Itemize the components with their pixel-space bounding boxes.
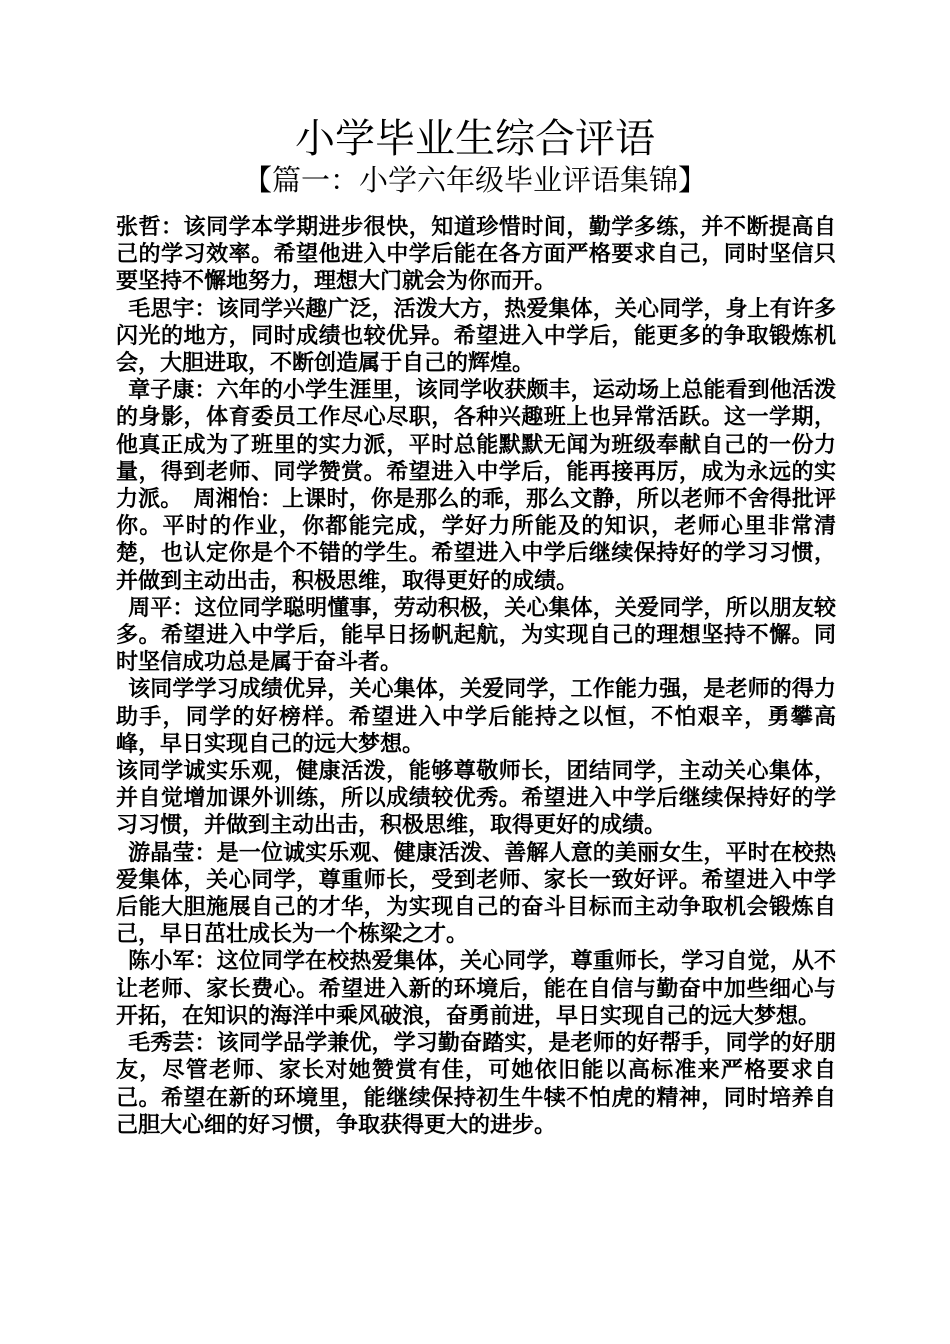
document-body [116, 214, 836, 1139]
paragraph-zhou-ping: 周平：这位同学聪明懂事，劳动积极，关心集体，关爱同学，所以朋友较多。希望进入中学后，能早日扬帆起航，为实现自己的理想坚持不懈。同时坚信成功总是属于奋斗者。 [116, 595, 836, 676]
paragraph-mao-siyu: 毛思宇：该同学兴趣广泛，活泼大方，热爱集体，关心同学，身上有许多闪光的地方，同时成绩也较优异。希望进入中学后，能更多的争取锻炼机会，大胆进取，不断创造属于自己的辉煌。 [116, 296, 836, 377]
paragraph-mao-xiuyun: 毛秀芸：该同学品学兼优，学习勤奋踏实，是老师的好帮手，同学的好朋友，尽管老师、家长对她赞赏有佳，可她依旧能以高标准来严格要求自己。希望在新的环境里，能继续保持初生牛犊不怕虎的精神，同时培养自己胆大心细的好习惯，争取获得更大的进步。 [116, 1031, 836, 1138]
paragraph-zhang-zikang: 章子康：六年的小学生涯里，该同学收获颇丰，运动场上总能看到他活泼的身影，体育委员工作尽心尽职，各种兴趣班上也异常活跃。这一学期，他真正成为了班里的实力派，平时总能默默无闻为班级奉献自己的一份力量，得到老师、同学赞赏。希望进入中学后，能再接再厉，成为永远的实力派。 周湘怡：上课时，你是那么的乖，那么文静，所以老师不舍得批评你。平时的作业，你都能完成，学好力所能及的知识，老师心里非常清楚，也认定你是个不错的学生。希望进入中学后继续保持好的学习习惯，并做到主动出击，积极思维，取得更好的成绩。 [116, 378, 836, 594]
paragraph-zhang-zhe: 张哲：该同学本学期进步很快，知道珍惜时间，勤学多练，并不断提高自己的学习效率。希望他进入中学后能在各方面严格要求自己，同时坚信只要坚持不懈地努力，理想大门就会为你而开。 [116, 215, 836, 295]
paragraph-you-jingying: 游晶莹：是一位诚实乐观、健康活泼、善解人意的美丽女生，平时在校热爱集体，关心同学，尊重师长，受到老师、家长一致好评。希望进入中学后能大胆施展自己的才华，为实现自己的奋斗目标而主动争取机会锻炼自己，早日茁壮成长为一个栋梁之才。 [116, 840, 836, 948]
paragraph-good-student: 该同学学习成绩优异，关心集体，关爱同学，工作能力强，是老师的得力助手，同学的好榜样。希望进入中学后能持之以恒，不怕艰辛，勇攀高峰，早日实现自己的远大梦想。 [116, 677, 836, 757]
paragraph-chen-xiaojun: 陈小军：这位同学在校热爱集体，关心同学，尊重师长，学习自觉，从不让老师、家长费心。希望进入新的环境后，能在自信与勤奋中加些细心与开拓，在知识的海洋中乘风破浪，奋勇前进，早日实现自己的远大梦想。 [116, 949, 836, 1029]
paragraph-honest-student: 该同学诚实乐观，健康活泼，能够尊敬师长，团结同学，主动关心集体，并自觉增加课外训练，所以成绩较优秀。希望进入中学后继续保持好的学习习惯，并做到主动出击，积极思维，取得更好的成绩。 [116, 759, 836, 839]
document-subtitle: 【篇一：小学六年级毕业评语集锦】 [242, 163, 707, 197]
document-title: 小学毕业生综合评语 [295, 116, 655, 162]
